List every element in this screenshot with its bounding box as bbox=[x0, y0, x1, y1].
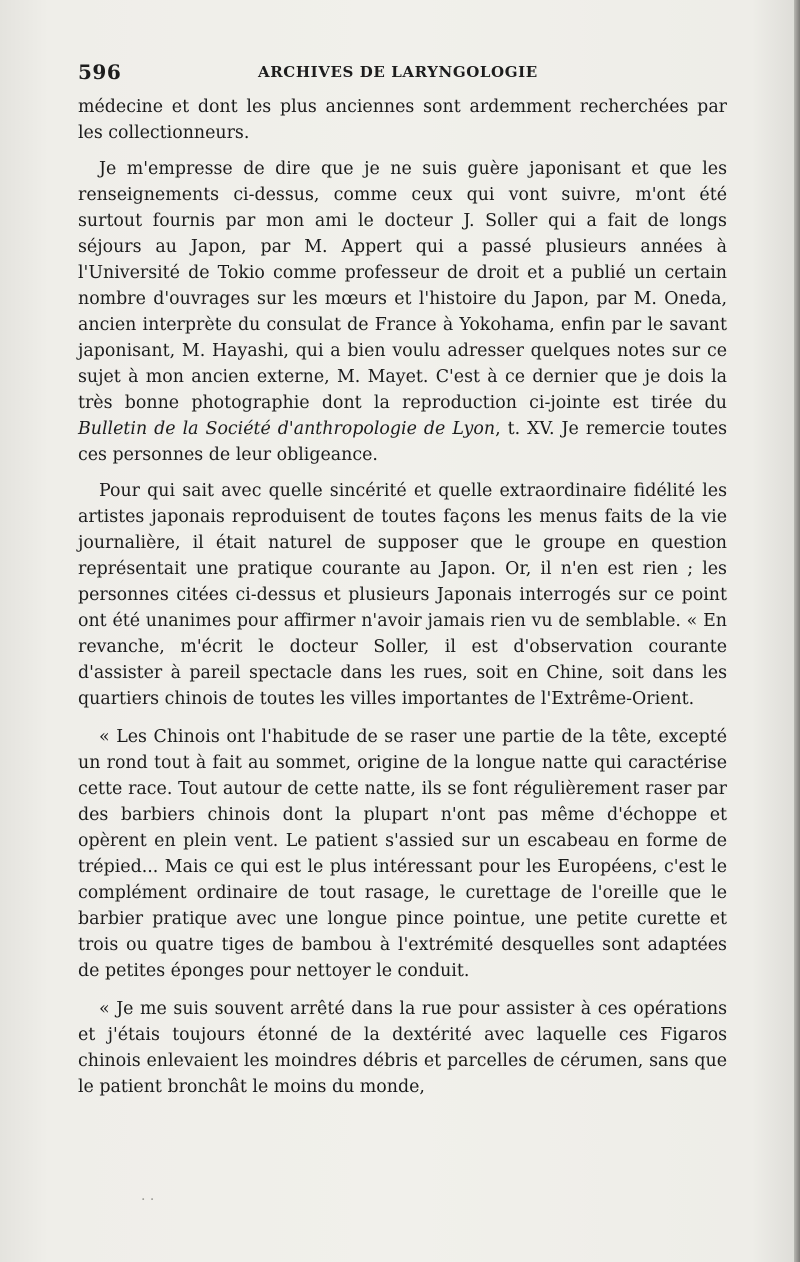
paragraph-text: , t. XV. Je remercie toutes ces personnes de leur obligeance. bbox=[78, 419, 728, 465]
running-head: ARCHIVES DE LARYNGOLOGIE bbox=[258, 63, 538, 81]
page-header bbox=[78, 60, 730, 86]
paragraph-chinese-barbers: « Les Chinois ont l'habitude de se raser une partie de la tête, excepté un rond tout à fait au sommet, origine de la longue natte qui caractérise cette race. Tout autour de cette natte, ils se font régulièrement raser par des barbiers chinois dont la plupart n'ont pas même d'échoppe et opèrent en plein vent. Le patient s'assied sur un escabeau en forme de trépied... Mais ce qui est le plus intéressant pour les Européens, c'est le complément ordinaire de tout rasage, le curettage de l'oreille que le barbier pratique avec une longue pince pointue, une petite curette et trois ou quatre tiges de bambou à l'extrémité desquelles sont adaptées de petites éponges pour nettoyer le conduit. bbox=[78, 727, 727, 981]
paragraph-observation: « Je me suis souvent arrêté dans la rue pour assister à ces opérations et j'étais toujours étonné de la dextérité avec laquelle ces Figaros chinois enlevaient les moindres débris et parcelles de cérumen, sans que le patient bronchât le moins du monde, bbox=[78, 999, 727, 1097]
paragraph-continuation: médecine et dont les plus anciennes sont ardemment recherchées par les collectionneurs. bbox=[78, 97, 727, 143]
page-edge-shadow bbox=[794, 0, 800, 1262]
footer-mark: · · bbox=[141, 1192, 155, 1208]
body-text bbox=[78, 94, 727, 1100]
paragraph-japanese-artists: Pour qui sait avec quelle sincérité et quelle extraordinaire fidélité les artistes japonais reproduisent de toutes façons les menus faits de la vie journalière, il était naturel de supposer que le groupe en question représentait une pratique courante au Japon. Or, il n'en est rien ; les personnes citées ci-dessus et plusieurs Japonais interrogés sur ce point ont été unanimes pour affirmer n'avoir jamais rien vu de semblable. « En revanche, m'écrit le docteur Soller, il est d'observation courante d'assister à pareil spectacle dans les rues, soit en Chine, soit dans les quartiers chinois de toutes les villes importantes de l'Extrême-Orient. bbox=[78, 481, 727, 709]
paragraph-text: Je m'empresse de dire que je ne suis guère japonisant et que les renseignements ci-dessus, comme ceux qui vont suivre, m'ont été surtout fournis par mon ami le docteur J. Soller qui a fait de longs séjours au Japon, par M. Appert qui a passé plusieurs années à l'Université de Tokio comme professeur de droit et a publié un certain nombre d'ouvrages sur les mœurs et l'histoire du Japon, par M. Oneda, ancien interprète du consulat de France à Yokohama, enfin par le savant japonisant, M. Hayashi, qui a bien voulu adresser quelques notes sur ce sujet à mon ancien externe, M. Mayet. C'est à ce dernier que je dois la très bonne photographie dont la reproduction ci-jointe est tirée du bbox=[78, 159, 727, 413]
page-number: 596 bbox=[78, 60, 122, 84]
cited-bulletin-title: Bulletin de la Société d'anthropologie de Lyon bbox=[78, 419, 496, 439]
paragraph-acknowledgements bbox=[78, 156, 727, 468]
